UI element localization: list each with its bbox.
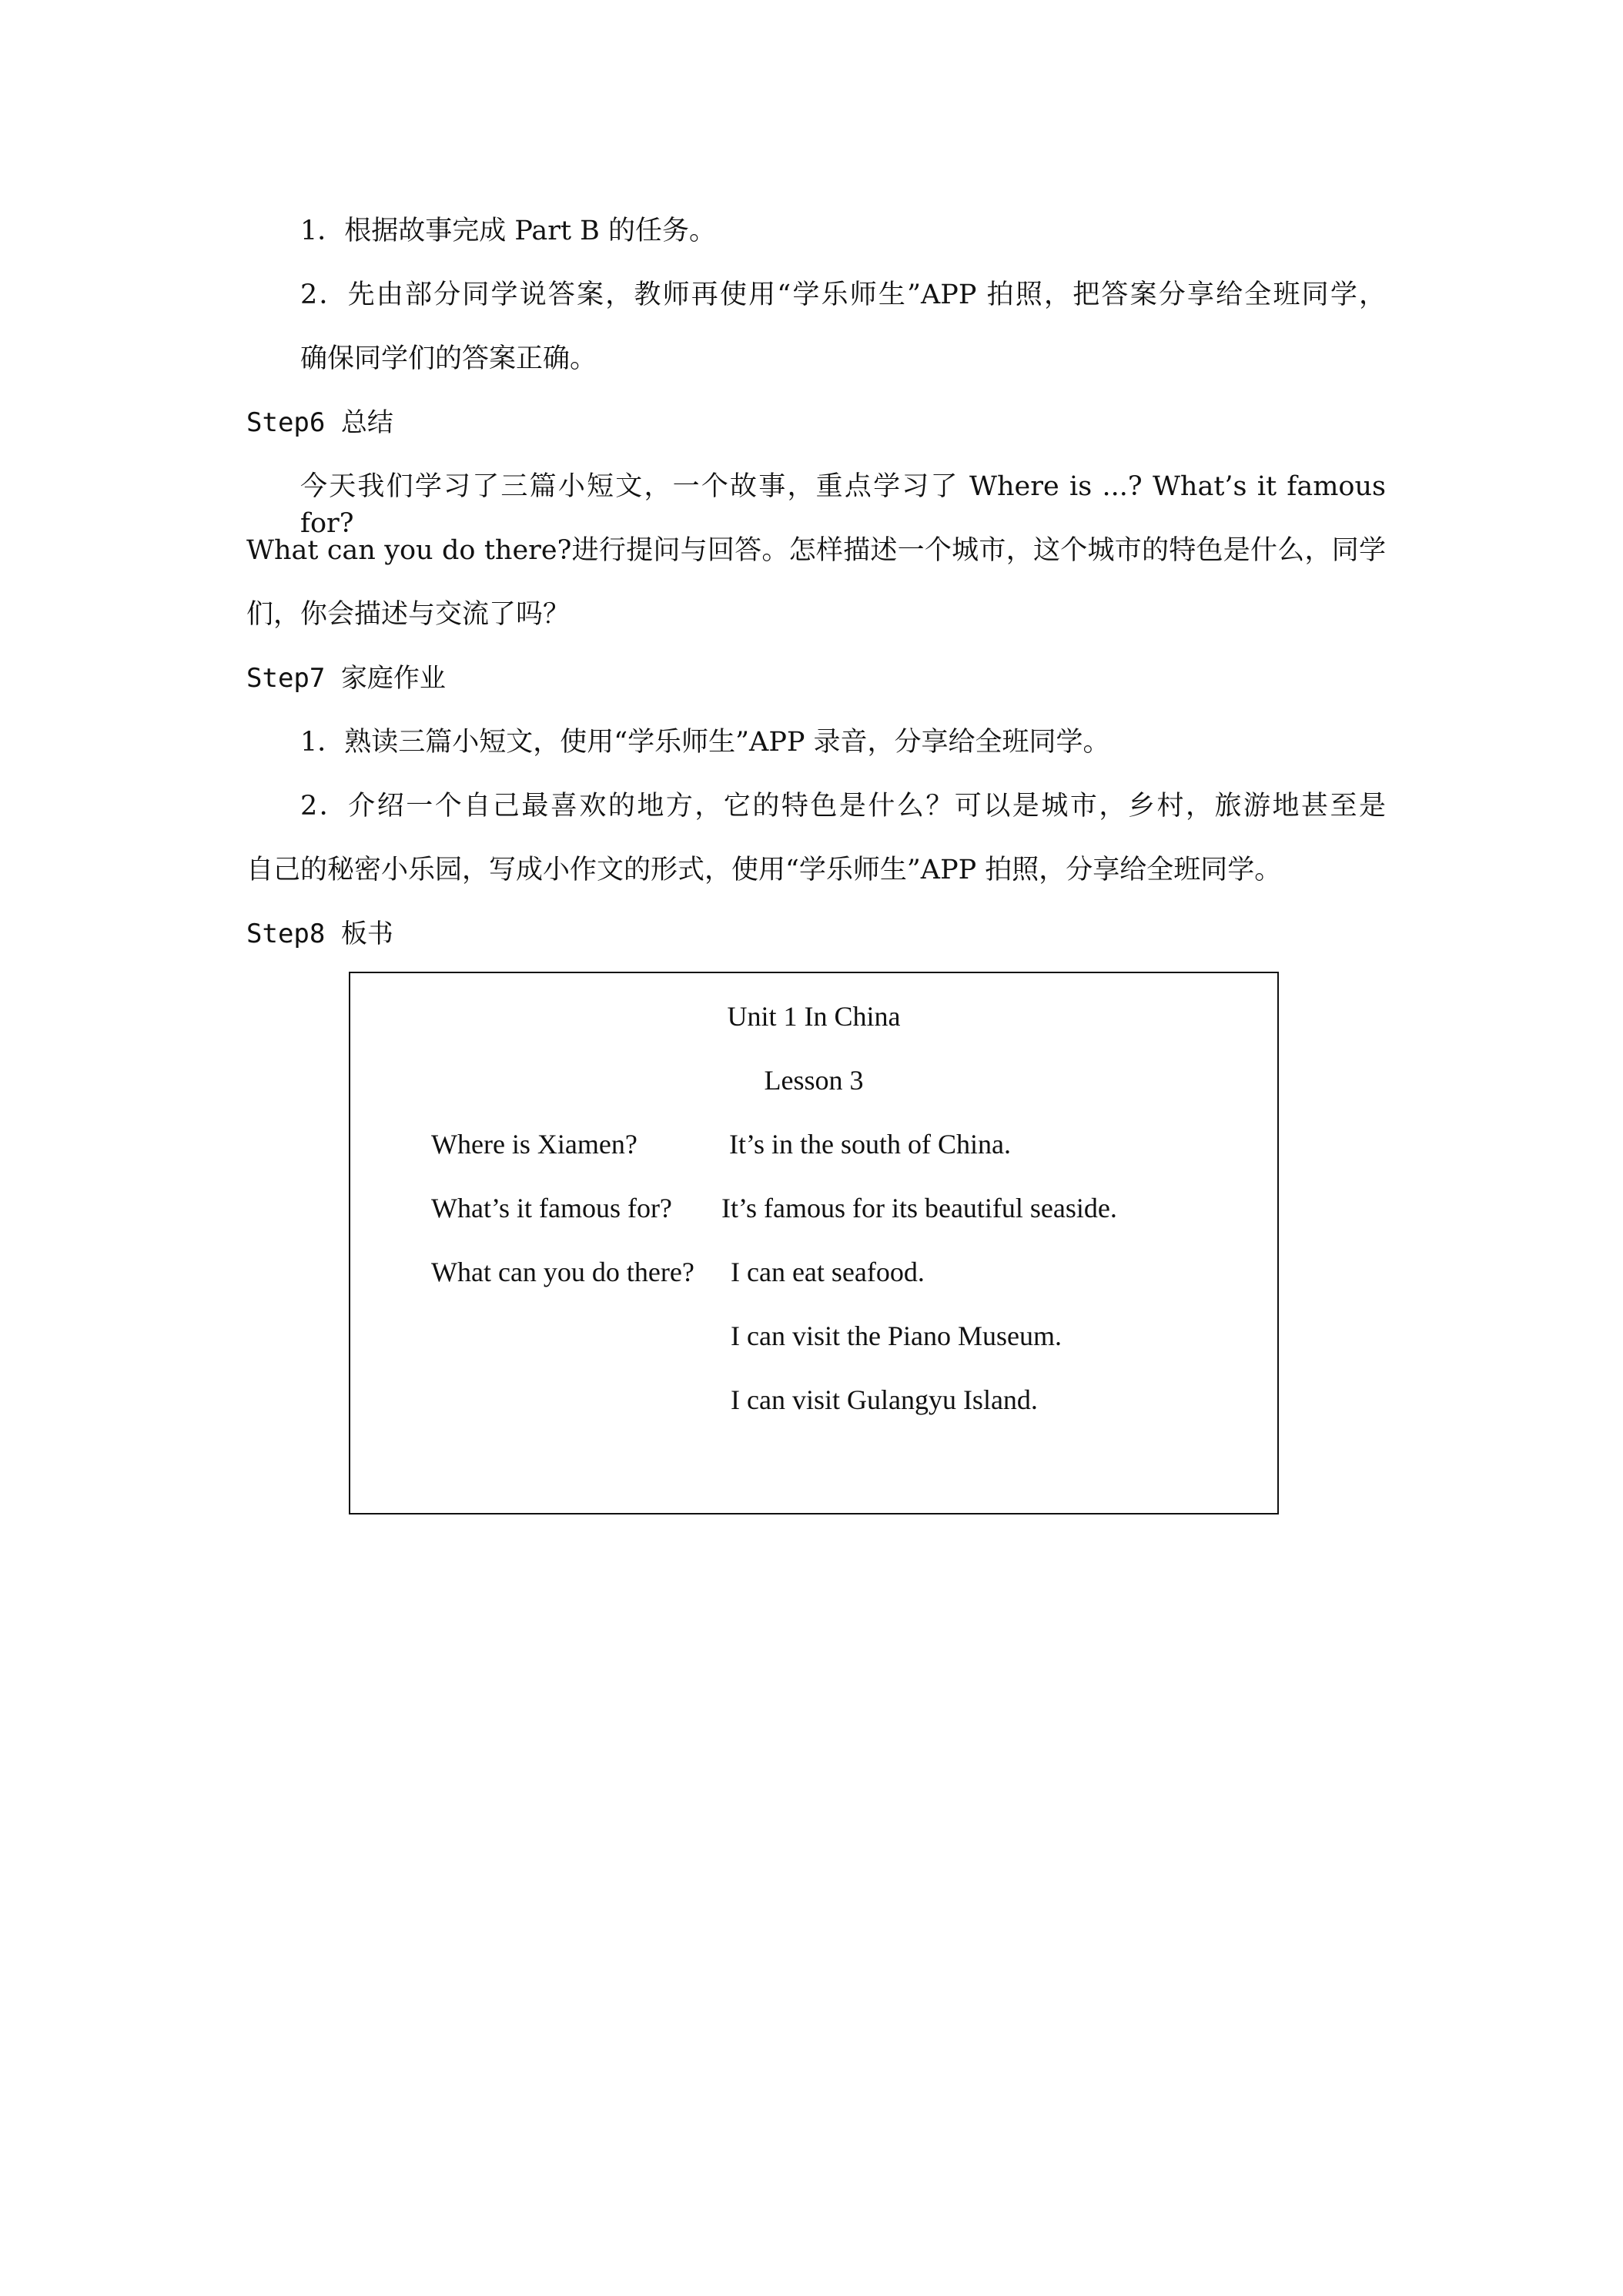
board-question-1: Where is Xiamen? bbox=[431, 1129, 637, 1160]
board-subtitle: Lesson 3 bbox=[764, 1065, 864, 1096]
blackboard-design-box bbox=[349, 972, 1279, 1514]
board-answer-1: It’s in the south of China. bbox=[729, 1129, 1011, 1160]
step6-heading: Step6 总结 bbox=[246, 407, 393, 438]
board-answer-3-2: I can visit the Piano Museum. bbox=[731, 1320, 1062, 1351]
board-answer-3-1: I can eat seafood. bbox=[731, 1257, 925, 1287]
task-item-2-line-2: 确保同学们的答案正确。 bbox=[300, 343, 597, 374]
homework-item-2-line-2: 自己的秘密小乐园，写成小作文的形式，使用“学乐师生”APP 拍照，分享给全班同学。 bbox=[246, 855, 1282, 885]
summary-line-1: 今天我们学习了三篇小短文，一个故事，重点学习了 Where is ...? What’s it famous for? bbox=[300, 471, 1386, 539]
summary-line-2: What can you do there?进行提问与回答。怎样描述一个城市，这个城市的特色是什么，同学 bbox=[246, 535, 1386, 566]
summary-line-3: 们，你会描述与交流了吗？ bbox=[246, 599, 571, 630]
homework-item-2-line-1: 2．介绍一个自己最喜欢的地方，它的特色是什么？可以是城市，乡村，旅游地甚至是 bbox=[300, 791, 1386, 822]
board-title: Unit 1 In China bbox=[727, 1001, 901, 1032]
board-answer-2: It’s famous for its beautiful seaside. bbox=[721, 1193, 1117, 1223]
board-answer-3-3: I can visit Gulangyu Island. bbox=[731, 1384, 1038, 1415]
homework-item-1: 1．熟读三篇小短文，使用“学乐师生”APP 录音，分享给全班同学。 bbox=[300, 727, 1110, 758]
board-question-3: What can you do there? bbox=[431, 1257, 694, 1287]
task-item-1: 1．根据故事完成 Part B 的任务。 bbox=[300, 216, 717, 246]
step7-heading: Step7 家庭作业 bbox=[246, 663, 446, 694]
step8-heading: Step8 板书 bbox=[246, 919, 393, 949]
task-item-2-line-1: 2．先由部分同学说答案，教师再使用“学乐师生”APP 拍照，把答案分享给全班同学， bbox=[300, 279, 1386, 310]
board-question-2: What’s it famous for? bbox=[431, 1193, 672, 1223]
